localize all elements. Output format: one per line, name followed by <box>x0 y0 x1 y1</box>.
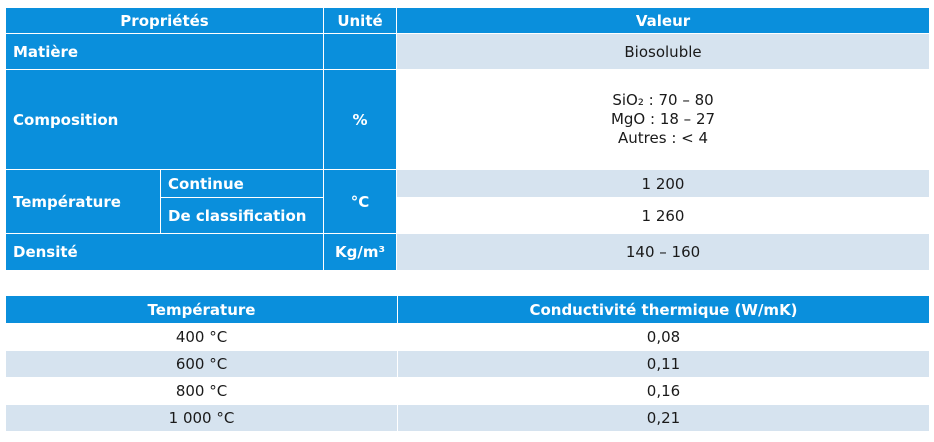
row-value-densite: 140 – 160 <box>397 234 930 271</box>
header-properties: Propriétés <box>6 8 324 34</box>
header-unit: Unité <box>324 8 397 34</box>
conductivity-temperature-cell: 400 °C <box>6 324 398 351</box>
row-label-densite: Densité <box>6 234 324 271</box>
row-unit-densite: Kg/m³ <box>324 234 397 271</box>
composition-line-mgo: MgO : 18 – 27 <box>610 110 716 128</box>
conductivity-value-cell: 0,08 <box>398 324 930 351</box>
row-sublabel-classification: De classification <box>161 198 324 234</box>
row-value-continue: 1 200 <box>397 170 930 198</box>
conductivity-value-cell: 0,21 <box>398 405 930 432</box>
composition-line-autres: Autres : < 4 <box>618 129 709 147</box>
conductivity-temperature-cell: 600 °C <box>6 351 398 378</box>
conductivity-value-cell: 0,11 <box>398 351 930 378</box>
properties-table <box>5 7 930 271</box>
header-temperature: Température <box>6 296 398 324</box>
row-label-temperature: Température <box>6 170 161 234</box>
conductivity-value-cell: 0,16 <box>398 378 930 405</box>
row-unit-temperature: °C <box>324 170 397 234</box>
conductivity-table <box>5 295 930 432</box>
row-label-composition: Composition <box>6 70 324 170</box>
row-unit-composition: % <box>324 70 397 170</box>
row-value-classification: 1 260 <box>397 198 930 234</box>
conductivity-temperature-cell: 1 000 °C <box>6 405 398 432</box>
row-label-matiere: Matière <box>6 34 324 70</box>
row-value-composition <box>397 70 930 170</box>
composition-line-sio2: SiO₂ : 70 – 80 <box>612 91 714 109</box>
row-unit-matiere <box>324 34 397 70</box>
conductivity-temperature-cell: 800 °C <box>6 378 398 405</box>
header-value: Valeur <box>397 8 930 34</box>
header-conductivity: Conductivité thermique (W/mK) <box>398 296 930 324</box>
row-value-matiere: Biosoluble <box>397 34 930 70</box>
row-sublabel-continue: Continue <box>161 170 324 198</box>
